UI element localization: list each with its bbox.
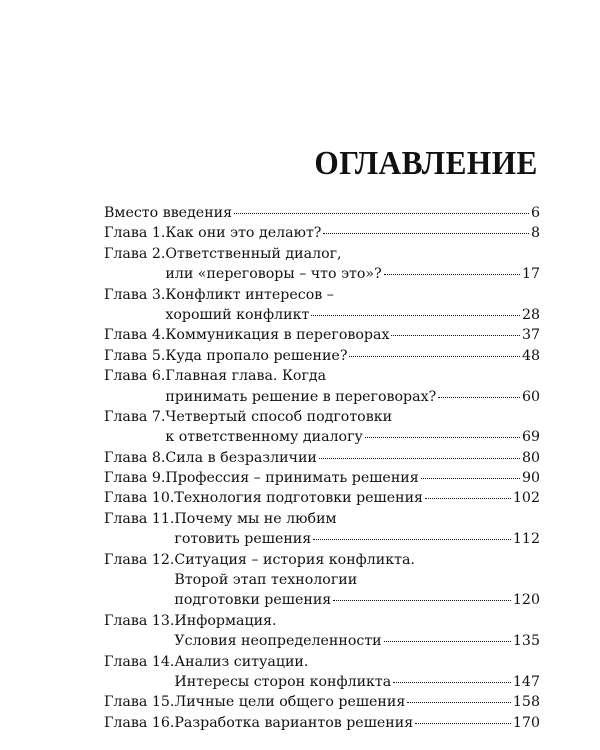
toc-line (104, 674, 540, 694)
toc-leader-dots (349, 356, 520, 357)
toc-entry-title: хороший конфликт (165, 306, 310, 323)
toc-chapter-label: Глава 12. (104, 551, 175, 568)
toc-chapter-label: Глава 6. (104, 368, 166, 385)
toc-page-number: 135 (512, 633, 540, 650)
toc-leader-dots (421, 478, 520, 479)
toc-line (104, 531, 540, 551)
toc-line (104, 613, 540, 633)
toc-leader-dots (438, 397, 520, 398)
toc-entry-title: Четвертый способ подготовки (165, 408, 393, 425)
toc-entry-title: Как они это делают? (165, 225, 322, 242)
toc-line (104, 287, 540, 307)
toc-line (104, 389, 540, 409)
toc-entry-title: Конфликт интересов – (165, 286, 334, 303)
toc-entry-title: Условия неопределенности (174, 633, 382, 650)
toc-page-number: 90 (521, 470, 540, 487)
toc-entry-title: Вместо введения (104, 205, 233, 221)
toc-entry-title: Куда пропало решение? (165, 347, 348, 364)
toc-chapter-label: Глава 15. (104, 694, 175, 711)
toc-chapter-label: Глава 1. (104, 225, 166, 242)
toc-chapter-label: Глава 13. (104, 612, 175, 629)
toc-leader-dots (407, 702, 511, 703)
toc-leader-dots (319, 458, 520, 459)
toc-leader-dots (333, 600, 511, 601)
toc-entry-title: Коммуникация в переговорах (165, 327, 390, 344)
toc-page-number: 17 (521, 266, 540, 283)
page-title: ОГЛАВЛЕНИЕ (314, 145, 538, 182)
toc-chapter-label: Глава 4. (104, 327, 166, 344)
toc-entry-title: Разработка вариантов решения (174, 714, 414, 731)
toc-chapter-label: Глава 14. (104, 653, 175, 670)
toc-line (104, 368, 540, 388)
toc-leader-dots (234, 213, 529, 214)
toc-leader-dots (313, 539, 511, 540)
toc-entry-title: Анализ ситуации. (174, 653, 309, 670)
toc-leader-dots (384, 641, 511, 642)
toc-line (104, 225, 540, 245)
toc-line (104, 552, 540, 572)
toc-entry-title: принимать решение в переговорах? (165, 388, 437, 405)
toc-entry-title: подготовки решения (174, 592, 332, 609)
toc-line (104, 348, 540, 368)
toc-entry-title: Профессия – принимать решения (165, 470, 419, 487)
toc-chapter-label: Глава 9. (104, 470, 166, 487)
toc-leader-dots (384, 274, 520, 275)
toc-entry-title: Информация. (174, 612, 277, 629)
toc-line (104, 511, 540, 531)
toc-line (104, 450, 540, 470)
toc-page-number: 170 (512, 714, 540, 731)
toc-chapter-label: Глава 16. (104, 714, 175, 731)
toc-leader-dots (415, 723, 511, 724)
toc-chapter-label: Глава 8. (104, 449, 166, 466)
toc-entry-title: Второй этап технологии (174, 572, 358, 589)
toc-line (104, 470, 540, 490)
toc-line (104, 715, 540, 735)
toc-page-number: 102 (512, 490, 540, 507)
toc-entry-title: Ответственный диалог, (165, 245, 342, 262)
toc-leader-dots (393, 682, 511, 683)
toc-page-number: 48 (521, 347, 540, 364)
toc-entry-title: готовить решения (174, 531, 312, 548)
toc-line (104, 633, 540, 653)
toc-line (104, 307, 540, 327)
toc-entry-title: Личные цели общего решения (174, 694, 406, 711)
toc-page-number: 6 (530, 205, 540, 221)
toc-entry-title: Ситуация – история конфликта. (174, 551, 415, 568)
toc-entry-title: Почему мы не любим (174, 510, 337, 527)
toc-line (104, 429, 540, 449)
toc-page-number: 28 (521, 306, 540, 323)
toc-chapter-label: Глава 2. (104, 245, 166, 262)
toc-line (104, 246, 540, 266)
toc-line (104, 409, 540, 429)
toc-line (104, 592, 540, 612)
toc-leader-dots (323, 233, 529, 234)
table-of-contents (104, 205, 540, 735)
toc-line (104, 327, 540, 347)
toc-leader-dots (365, 437, 520, 438)
toc-page-number: 147 (512, 673, 540, 690)
toc-page-number: 37 (521, 327, 540, 344)
toc-leader-dots (425, 498, 511, 499)
toc-chapter-label: Глава 3. (104, 286, 166, 303)
toc-leader-dots (311, 315, 520, 316)
toc-page-number: 80 (521, 449, 540, 466)
toc-entry-title: Главная глава. Когда (165, 368, 327, 385)
toc-line (104, 572, 540, 592)
toc-leader-dots (391, 335, 519, 336)
toc-chapter-label: Глава 7. (104, 408, 166, 425)
toc-line (104, 266, 540, 286)
toc-page-number: 120 (512, 592, 540, 609)
toc-page-number: 8 (530, 225, 540, 242)
toc-page-number: 112 (512, 531, 540, 548)
toc-entry-title: или «переговоры – что это»? (165, 266, 382, 283)
toc-entry-title: Технология подготовки решения (174, 490, 423, 507)
toc-page-number: 60 (521, 388, 540, 405)
toc-entry-title: к ответственному диалогу (165, 429, 363, 446)
toc-line (104, 205, 540, 225)
toc-page-number: 158 (512, 694, 540, 711)
toc-page-number: 69 (521, 429, 540, 446)
toc-entry-title: Сила в безразличии (165, 449, 317, 466)
toc-line (104, 654, 540, 674)
toc-entry-title: Интересы сторон конфликта (174, 673, 392, 690)
toc-line (104, 490, 540, 510)
toc-chapter-label: Глава 5. (104, 347, 166, 364)
toc-chapter-label: Глава 10. (104, 490, 175, 507)
toc-chapter-label: Глава 11. (104, 510, 175, 527)
toc-line (104, 694, 540, 714)
